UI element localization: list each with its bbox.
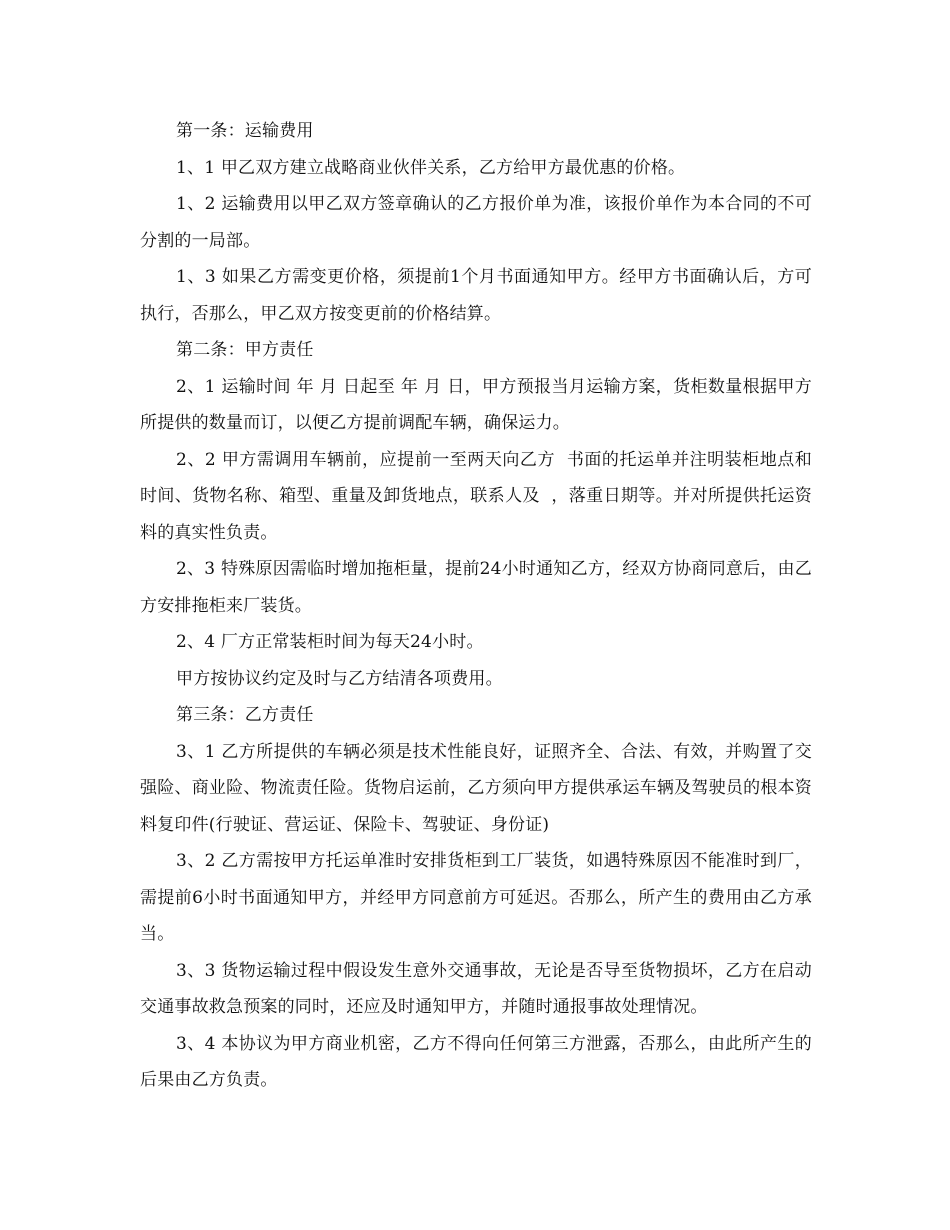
clause-3-2: 3、2 乙方需按甲方托运单准时安排货柜到工厂装货，如遇特殊原因不能准时到厂，需提前6小时书面通知甲方，并经甲方同意前方可延迟。否那么，所产生的费用由乙方承当。 bbox=[140, 851, 812, 944]
clause-2-2: 2、2 甲方需调用车辆前，应提前一至两天向乙方 书面的托运单并注明装柜地点和时间、货物名称、箱型、重量及卸货地点，联系人及 ，落重日期等。并对所提供托运资料的真实性负责。 bbox=[140, 449, 812, 543]
clause-1-1: 1、1 甲乙双方建立战略商业伙伴关系，乙方给甲方最优惠的价格。 bbox=[176, 157, 686, 178]
clause-1-2: 1、2 运输费用以甲乙双方签章确认的乙方报价单为准，该报价单作为本合同的不可分割的一局部。 bbox=[140, 194, 812, 251]
clause-2-3: 2、3 特殊原因需临时增加拖柜量，提前24小时通知乙方，经双方协商同意后，由乙方安排拖柜来厂装货。 bbox=[140, 559, 812, 616]
clause-3-3: 3、3 货物运输过程中假设发生意外交通事故，无论是否导至货物损坏，乙方在启动交通事故救急预案的同时，还应及时通知甲方，并随时通报事故处理情况。 bbox=[140, 960, 812, 1017]
article-2-heading: 第二条：甲方责任 bbox=[176, 340, 314, 360]
article-1-heading: 第一条：运输费用 bbox=[176, 121, 314, 141]
contract-text bbox=[140, 113, 812, 1099]
clause-3-4: 3、4 本协议为甲方商业机密，乙方不得向任何第三方泄露，否那么，由此所产生的后果由乙方负责。 bbox=[140, 1033, 812, 1090]
clause-2-4: 2、4 厂方正常装柜时间为每天24小时。 bbox=[176, 632, 484, 652]
article-3-heading: 第三条：乙方责任 bbox=[176, 705, 314, 725]
clause-3-1: 3、1 乙方所提供的车辆必须是技术性能良好，证照齐全、合法、有效，并购置了交强险、商业险、物流责任险。货物启运前，乙方须向甲方提供承运车辆及驾驶员的根本资料复印件(行驶证、营运证、保险卡、驾驶证、身份证) bbox=[140, 741, 812, 835]
clause-2-payment: 甲方按协议约定及时与乙方结清各项费用。 bbox=[176, 668, 503, 689]
clause-2-1: 2、1 运输时间 年 月 日起至 年 月 日，甲方预报当月运输方案，货柜数量根据甲方所提供的数量而订，以便乙方提前调配车辆，确保运力。 bbox=[140, 376, 812, 433]
clause-1-3: 1、3 如果乙方需变更价格，须提前1个月书面通知甲方。经甲方书面确认后，方可执行，否那么，甲乙双方按变更前的价格结算。 bbox=[140, 267, 812, 324]
